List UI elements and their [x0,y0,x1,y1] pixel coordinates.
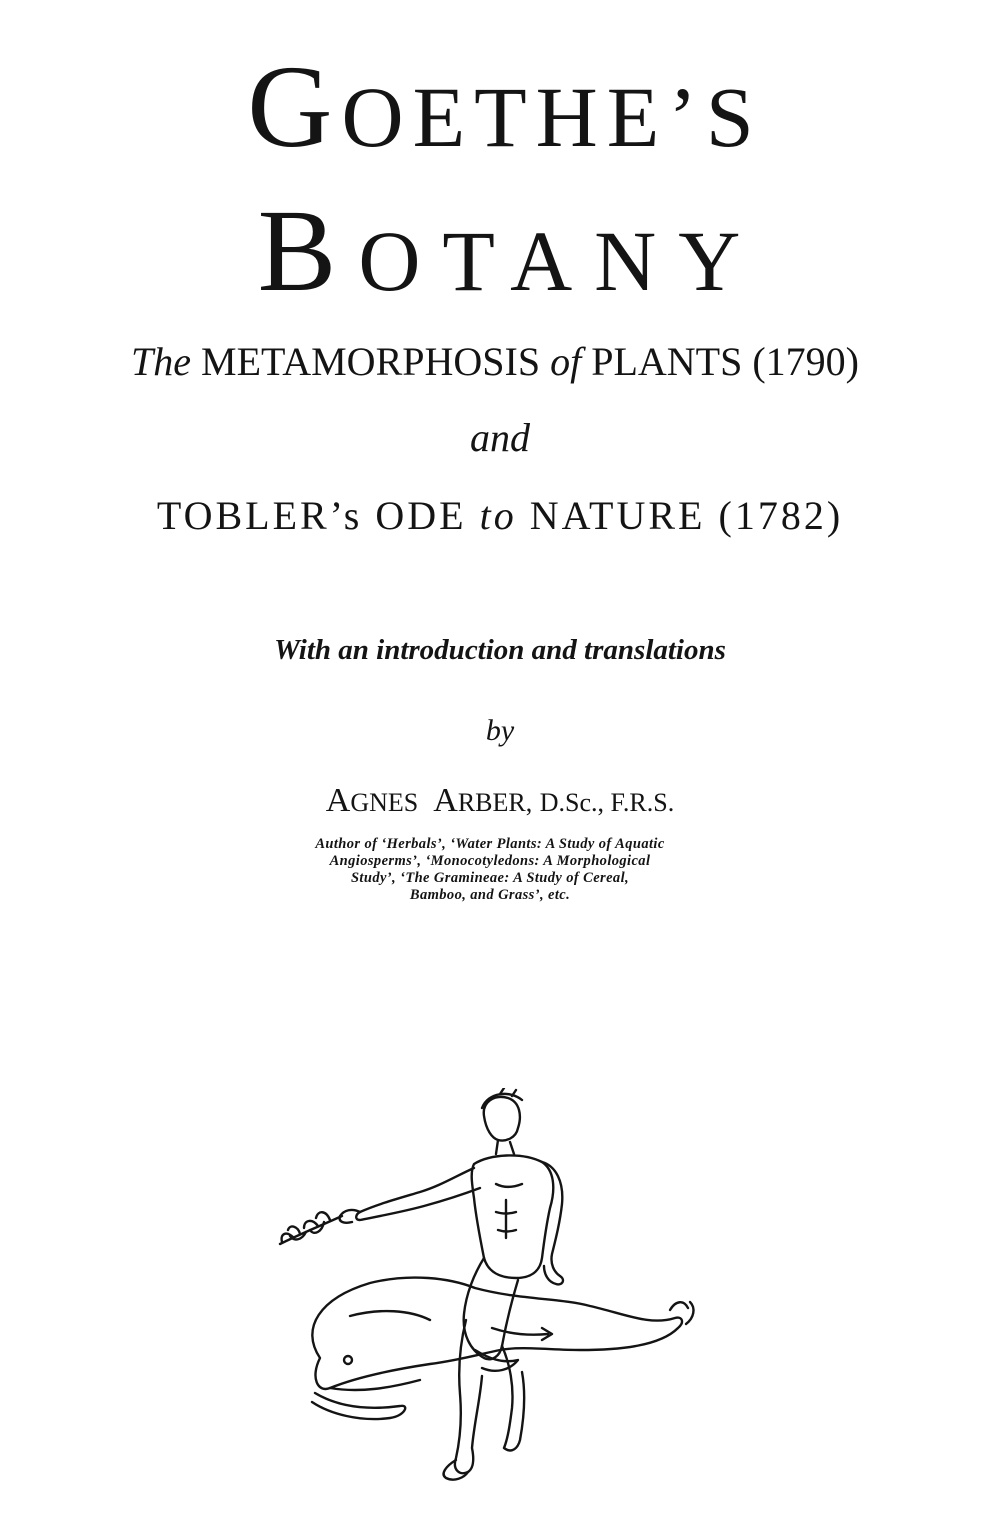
author-works-line: Author of ‘Herbals’, ‘Water Plants: A Study of Aquatic [315,836,665,852]
conjunction-and: and [470,415,530,460]
title-initial-b: B [257,185,359,316]
title-rest-otany: OTANY [358,213,763,309]
dolphin-lower-jaw [312,1393,405,1419]
dolphin-underside [330,1380,420,1390]
author-works-line: Angiosperms’, ‘Monocotyledons: A Morphological [329,853,651,869]
subtitle-plants: PLANTS [591,339,743,384]
author-works-line: Bamboo, and Grass’, etc. [409,887,571,903]
title-line-botany [0,185,1000,316]
title-rest-oethes: OETHE’S [341,69,763,165]
author-other-works [240,836,740,904]
figure-head [484,1097,520,1141]
dolphin-side-fin [475,1350,518,1371]
to-word: to [479,493,517,538]
dolphin-fin-spine [350,1311,430,1320]
subtitle-of: of [550,339,582,384]
dolphin-rider-illustration [260,1088,710,1488]
author-first-initial: A [325,782,351,819]
author-last-initial: A [433,782,458,819]
subtitle-metamorphosis [0,339,1000,384]
nature-word: NATURE [529,493,706,538]
author-name [0,784,1000,818]
figure-neck [496,1140,514,1154]
figure-left-arm [356,1168,480,1220]
ode-word: ODE [375,493,467,538]
dolphin-eye [344,1356,352,1364]
title-line-goethes [0,41,1000,172]
title-initial-g: G [247,41,342,172]
subtitle-the: The [131,339,191,384]
subtitle-metamorphosis-word: METAMORPHOSIS [201,339,541,384]
intro-line: With an introduction and translations [274,634,726,666]
sprig-leaves [282,1212,330,1242]
dolphin-body [312,1278,682,1389]
author-first-rest: GNES [350,788,419,817]
author-last-rest: RBER, [457,788,533,817]
by-line: by [485,714,515,747]
tobler-word: TOBLER’s [156,493,363,538]
author-works-line: Study’, ‘The Gramineae: A Study of Cereal, [350,870,630,886]
subtitle-year: (1790) [752,339,859,384]
author-degrees: D.Sc., F.R.S. [539,788,675,817]
figure-thigh [464,1258,518,1359]
ribbon-flourish [492,1328,552,1340]
figure-chest-lines [496,1184,522,1238]
tobler-year: (1782) [718,493,844,538]
subtitle-tobler-ode [0,493,1000,538]
